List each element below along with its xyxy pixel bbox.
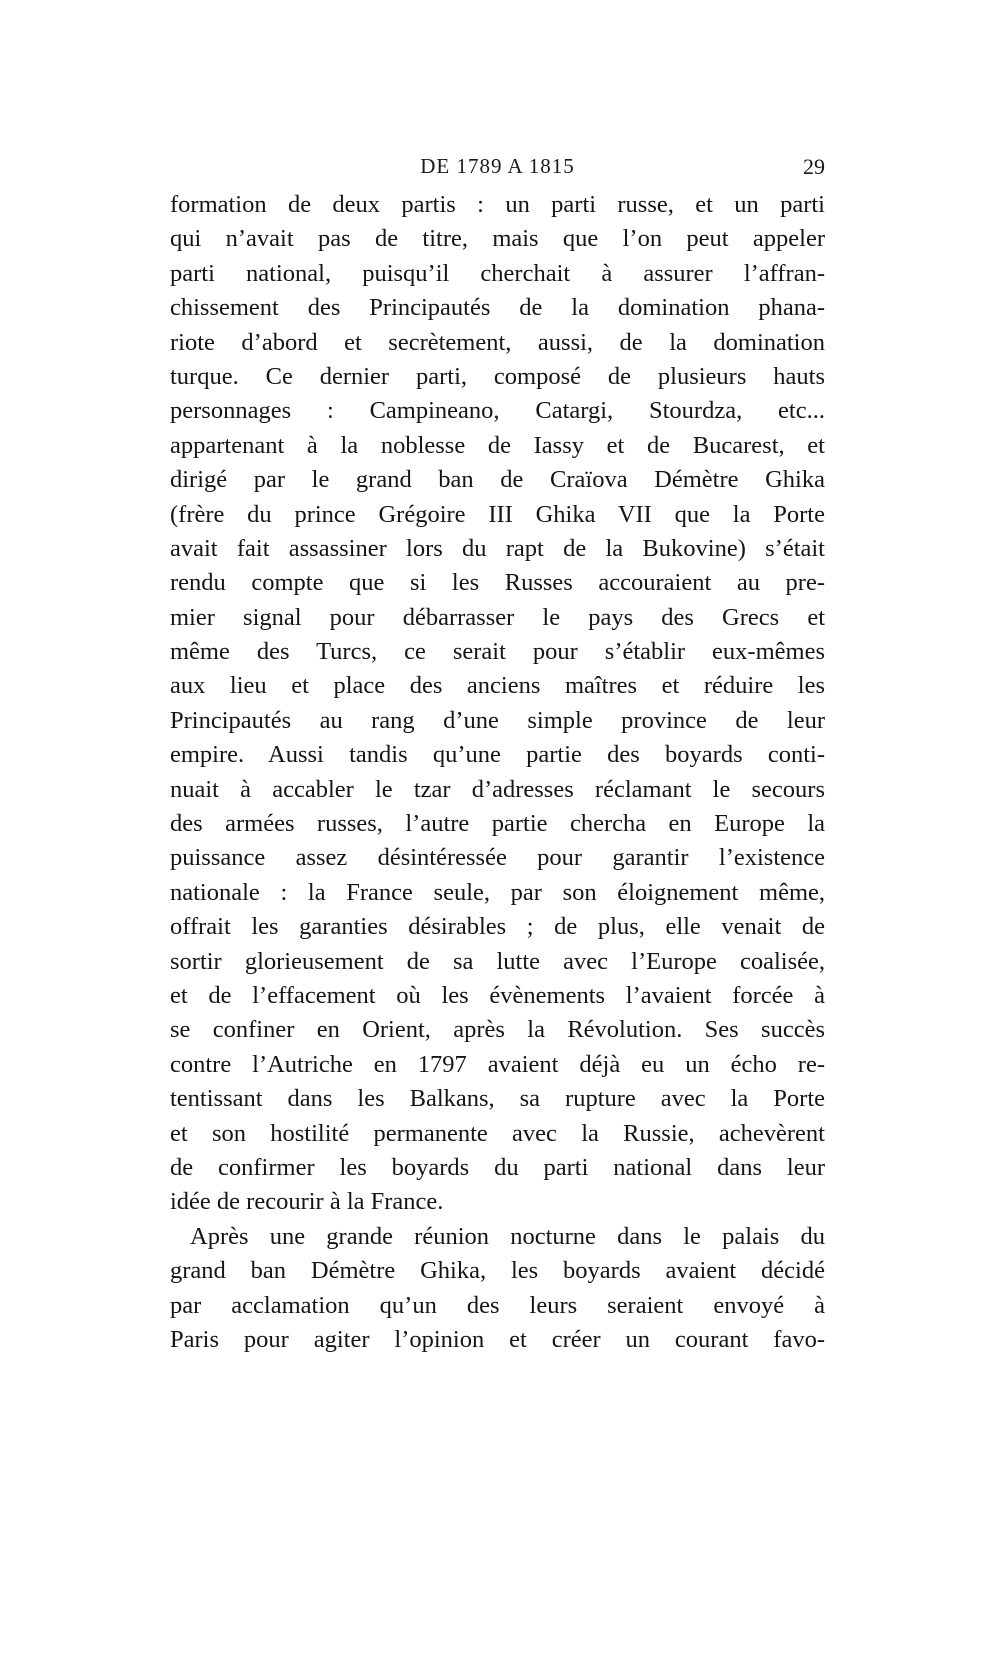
text-line: sortir glorieusement de sa lutte avec l’Europe coalisée, (170, 947, 825, 975)
running-head (170, 150, 825, 184)
text-line: puissance assez désintéressée pour garantir l’existence (170, 844, 825, 872)
text-line: grand ban Démètre Ghika, les boyards avaient décidé (170, 1257, 825, 1285)
page-number: 29 (803, 154, 825, 179)
text-line: dirigé par le grand ban de Craïova Démètre Ghika (170, 466, 825, 494)
body-text (170, 188, 825, 1357)
text-line: contre l’Autriche en 1797 avaient déjà eu un écho re- (170, 1050, 825, 1078)
text-line: aux lieu et place des anciens maîtres et réduire les (170, 672, 825, 700)
text-line: (frère du prince Grégoire III Ghika VII que la Porte (170, 500, 825, 528)
text-line: des armées russes, l’autre partie chercha en Europe la (170, 810, 825, 838)
text-line: turque. Ce dernier parti, composé de plusieurs hauts (170, 362, 825, 390)
text-line: empire. Aussi tandis qu’une partie des boyards conti- (170, 741, 825, 769)
paragraph-2 (170, 1220, 825, 1358)
text-line: par acclamation qu’un des leurs seraient envoyé à (170, 1291, 825, 1319)
text-line: nuait à accabler le tzar d’adresses réclamant le secours (170, 775, 825, 803)
text-line: idée de recourir à la France. (170, 1188, 444, 1216)
text-line: se confiner en Orient, après la Révolution. Ses succès (170, 1016, 825, 1044)
text-line: et de l’effacement où les évènements l’avaient forcée à (170, 981, 825, 1009)
paragraph-1 (170, 188, 825, 1220)
text-line: de confirmer les boyards du parti national dans leur (170, 1153, 825, 1181)
text-line: avait fait assassiner lors du rapt de la Bukovine) s’était (170, 534, 825, 562)
text-line: et son hostilité permanente avec la Russie, achevèrent (170, 1119, 825, 1147)
text-line: chissement des Principautés de la domination phana- (170, 294, 825, 322)
text-line: rendu compte que si les Russes accouraient au pre- (170, 569, 825, 597)
text-line: même des Turcs, ce serait pour s’établir eux-mêmes (170, 638, 825, 666)
text-line: mier signal pour débarrasser le pays des Grecs et (170, 603, 825, 631)
text-line: nationale : la France seule, par son éloignement même, (170, 878, 825, 906)
text-line: offrait les garanties désirables ; de plus, elle venait de (170, 913, 825, 941)
text-line: tentissant dans les Balkans, sa rupture avec la Porte (170, 1085, 825, 1113)
text-line: personnages : Campineano, Catargi, Stourdza, etc... (170, 397, 825, 425)
text-line: appartenant à la noblesse de Iassy et de Bucarest, et (170, 431, 825, 459)
text-line: Après une grande réunion nocturne dans le palais du (190, 1222, 825, 1250)
running-title: DE 1789 A 1815 (420, 154, 575, 178)
text-line: riote d’abord et secrètement, aussi, de la domination (170, 328, 825, 356)
text-line: formation de deux partis : un parti russe, et un parti (170, 191, 825, 218)
text-line: parti national, puisqu’il cherchait à assurer l’affran- (170, 259, 825, 287)
text-line: Paris pour agiter l’opinion et créer un courant favo- (170, 1325, 825, 1353)
text-line: qui n’avait pas de titre, mais que l’on peut appeler (170, 225, 825, 253)
text-line: Principautés au rang d’une simple province de leur (170, 706, 825, 734)
